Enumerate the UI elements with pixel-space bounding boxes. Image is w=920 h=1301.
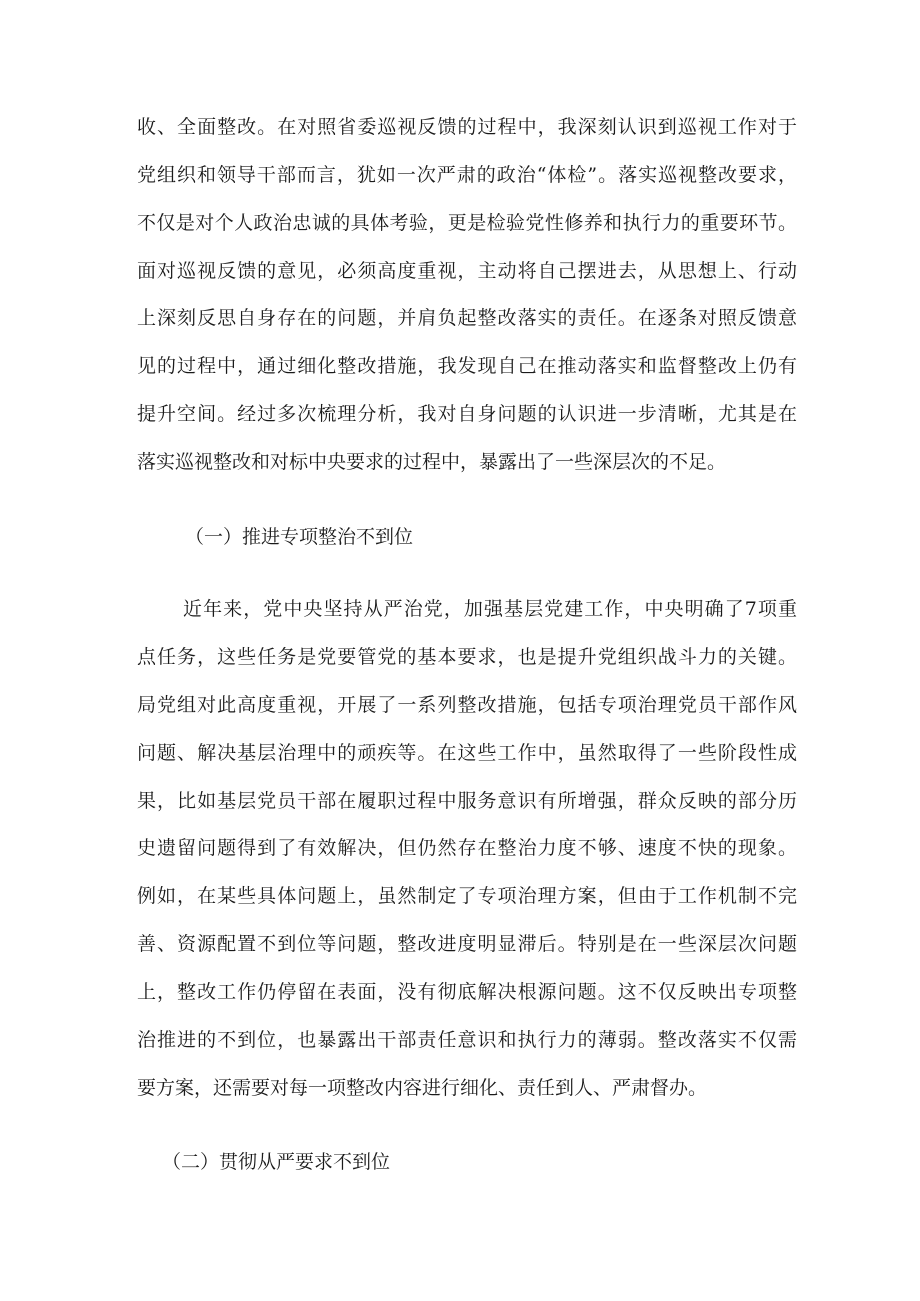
paragraph-line: 党组织和领导干部而言，犹如一次严肃的政治“体检”。落实巡视整改要求， (137, 164, 797, 186)
paragraph-line: 局党组对此高度重视，开展了一系列整改措施，包括专项治理党员干部作风 (137, 694, 797, 716)
paragraph-line: 上深刻反思自身存在的问题，并肩负起整改落实的责任。在逐条对照反馈意 (137, 307, 797, 329)
paragraph-line: 问题、解决基层治理中的顽疾等。在这些工作中，虽然取得了一些阶段性成 (137, 742, 797, 764)
paragraph-line: 近年来，党中央坚持从严治党，加强基层党建工作，中央明确了7项重 (183, 598, 797, 620)
paragraph-line: 要方案，还需要对每一项整改内容进行细化、责任到人、严肃督办。 (137, 1077, 708, 1099)
paragraph-line: 收、全面整改。在对照省委巡视反馈的过程中，我深刻认识到巡视工作对于 (137, 116, 797, 138)
paragraph-line: 落实巡视整改和对标中央要求的过程中，暴露出了一些深层次的不足。 (137, 451, 727, 473)
paragraph-line: 例如，在某些具体问题上，虽然制定了专项治理方案，但由于工作机制不完 (137, 885, 797, 907)
paragraph-line: 史遗留问题得到了有效解决，但仍然存在整治力度不够、速度不快的现象。 (137, 837, 797, 859)
paragraph-line: 治推进的不到位，也暴露出干部责任意识和执行力的薄弱。整改落实不仅需 (137, 1029, 797, 1051)
paragraph-line: 善、资源配置不到位等问题，整改进度明显滞后。特别是在一些深层次问题 (137, 933, 797, 955)
paragraph-line: 上，整改工作仍停留在表面，没有彻底解决根源问题。这不仅反映出专项整 (137, 981, 797, 1003)
paragraph-line: 果，比如基层党员干部在履职过程中服务意识有所增强，群众反映的部分历 (137, 790, 797, 812)
paragraph-line: 见的过程中，通过细化整改措施，我发现自己在推动落实和监督整改上仍有 (137, 355, 797, 377)
paragraph-line: 面对巡视反馈的意见，必须高度重视，主动将自己摆进去，从思想上、行动 (137, 260, 797, 282)
paragraph-line: 提升空间。经过多次梳理分析，我对自身问题的认识进一步清晰，尤其是在 (137, 403, 797, 425)
section-heading-1: （一）推进专项整治不到位 (185, 526, 414, 548)
paragraph-line: 不仅是对个人政治忠诚的具体考验，更是检验党性修养和执行力的重要环节。 (137, 212, 797, 234)
paragraph-line: 点任务，这些任务是党要管党的基本要求，也是提升党组织战斗力的关键。 (137, 646, 797, 668)
section-heading-2: （二）贯彻从严要求不到位 (162, 1151, 391, 1173)
